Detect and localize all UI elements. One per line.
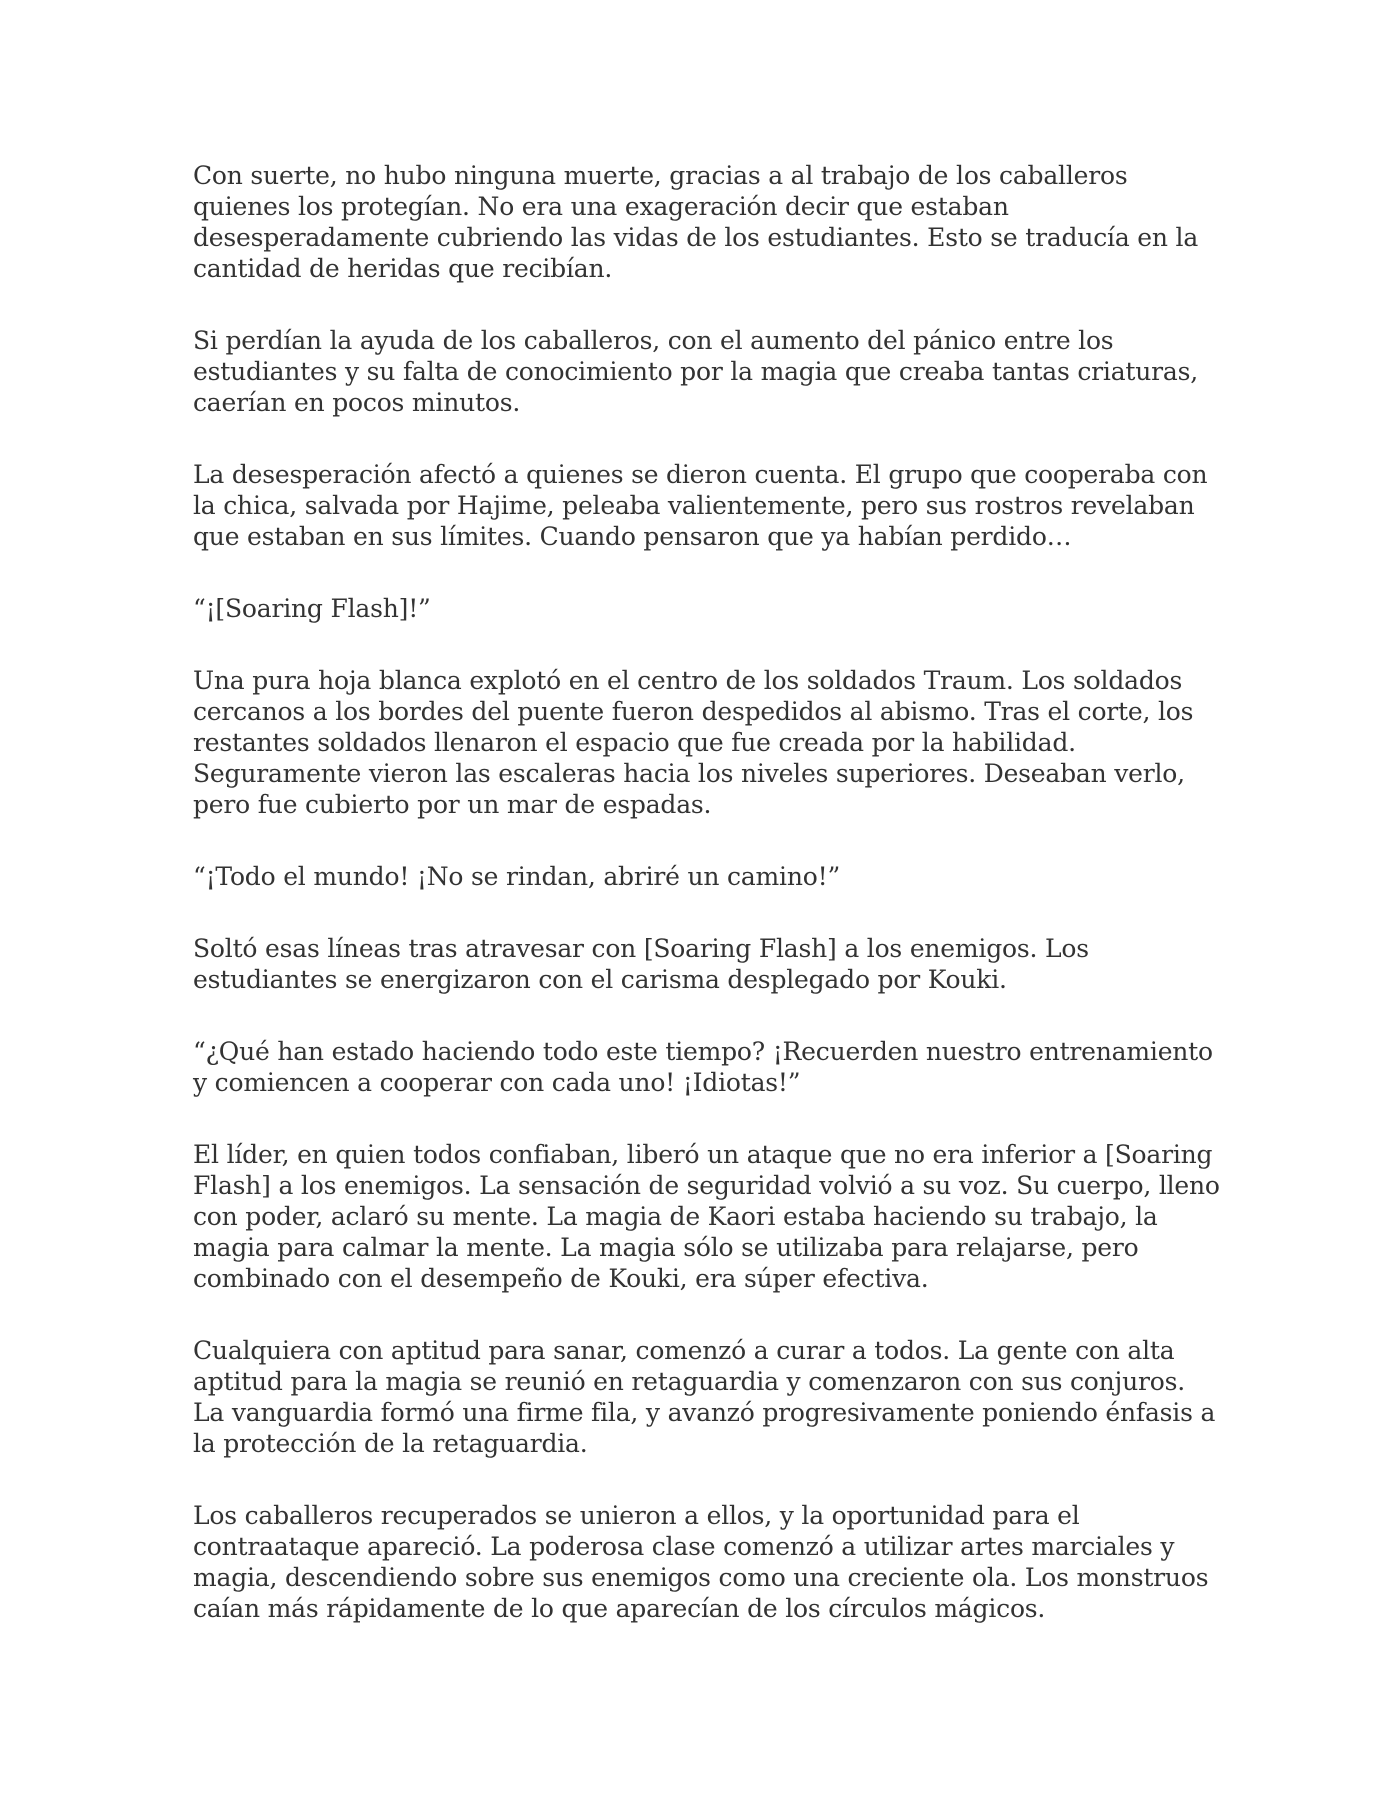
paragraph-1: Con suerte, no hubo ninguna muerte, gracias a al trabajo de los caballeros quienes los protegían. No era una exageración decir que estaban desesperadamente cubriendo las vidas de los estudiantes. Esto se traducía en la cantidad de heridas que recibían. <box>193 161 1199 283</box>
paragraph-8: Los caballeros recuperados se unieron a ellos, y la oportunidad para el contraataque apareció. La poderosa clase comenzó a utilizar artes marciales y magia, descendiendo sobre sus enemigos como una creciente ola. Los monstruos caían más rápidamente de lo que aparecían de los círculos mágicos. <box>193 1501 1209 1623</box>
paragraph-5: Soltó esas líneas tras atravesar con [Soaring Flash] a los enemigos. Los estudiantes se energizaron con el carisma desplegado por Kouki. <box>193 934 1089 994</box>
paragraph-4: Una pura hoja blanca explotó en el centro de los soldados Traum. Los soldados cercanos a los bordes del puente fueron despedidos al abismo. Tras el corte, los restantes soldados llenaron el espacio que fue creada por la habilidad. Seguramente vieron las escaleras hacia los niveles superiores. Deseaban verlo, pero fue cubierto por un mar de espadas. <box>193 666 1194 819</box>
paragraph-2: Si perdían la ayuda de los caballeros, con el aumento del pánico entre los estudiantes y su falta de conocimiento por la magia que creaba tantas criaturas, caerían en pocos minutos. <box>193 326 1199 417</box>
dialogue-todo-el-mundo: “¡Todo el mundo! ¡No se rindan, abriré un camino!” <box>193 862 841 891</box>
paragraph-3: La desesperación afectó a quienes se dieron cuenta. El grupo que cooperaba con la chica, salvada por Hajime, peleaba valientemente, pero sus rostros revelaban que estaban en sus límites. Cuando pensaron que ya habían perdido… <box>193 460 1208 551</box>
paragraph-7: Cualquiera con aptitud para sanar, comenzó a curar a todos. La gente con alta aptitud para la magia se reunió en retaguardia y comenzaron con sus conjuros. La vanguardia formó una firme fila, y avanzó progresivamente poniendo énfasis a la protección de la retaguardia. <box>193 1336 1216 1458</box>
dialogue-que-han-estado: “¿Qué han estado haciendo todo este tiempo? ¡Recuerden nuestro entrenamiento y comiencen a cooperar con cada uno! ¡Idiotas!” <box>193 1037 1213 1097</box>
dialogue-soaring-flash: “¡[Soaring Flash]!” <box>193 594 431 623</box>
document-body <box>193 160 1223 1665</box>
paragraph-6: El líder, en quien todos confiaban, liberó un ataque que no era inferior a [Soaring Flash] a los enemigos. La sensación de seguridad volvió a su voz. Su cuerpo, lleno con poder, aclaró su mente. La magia de Kaori estaba haciendo su trabajo, la magia para calmar la mente. La magia sólo se utilizaba para relajarse, pero combinado con el desempeño de Kouki, era súper efectiva. <box>193 1140 1220 1293</box>
